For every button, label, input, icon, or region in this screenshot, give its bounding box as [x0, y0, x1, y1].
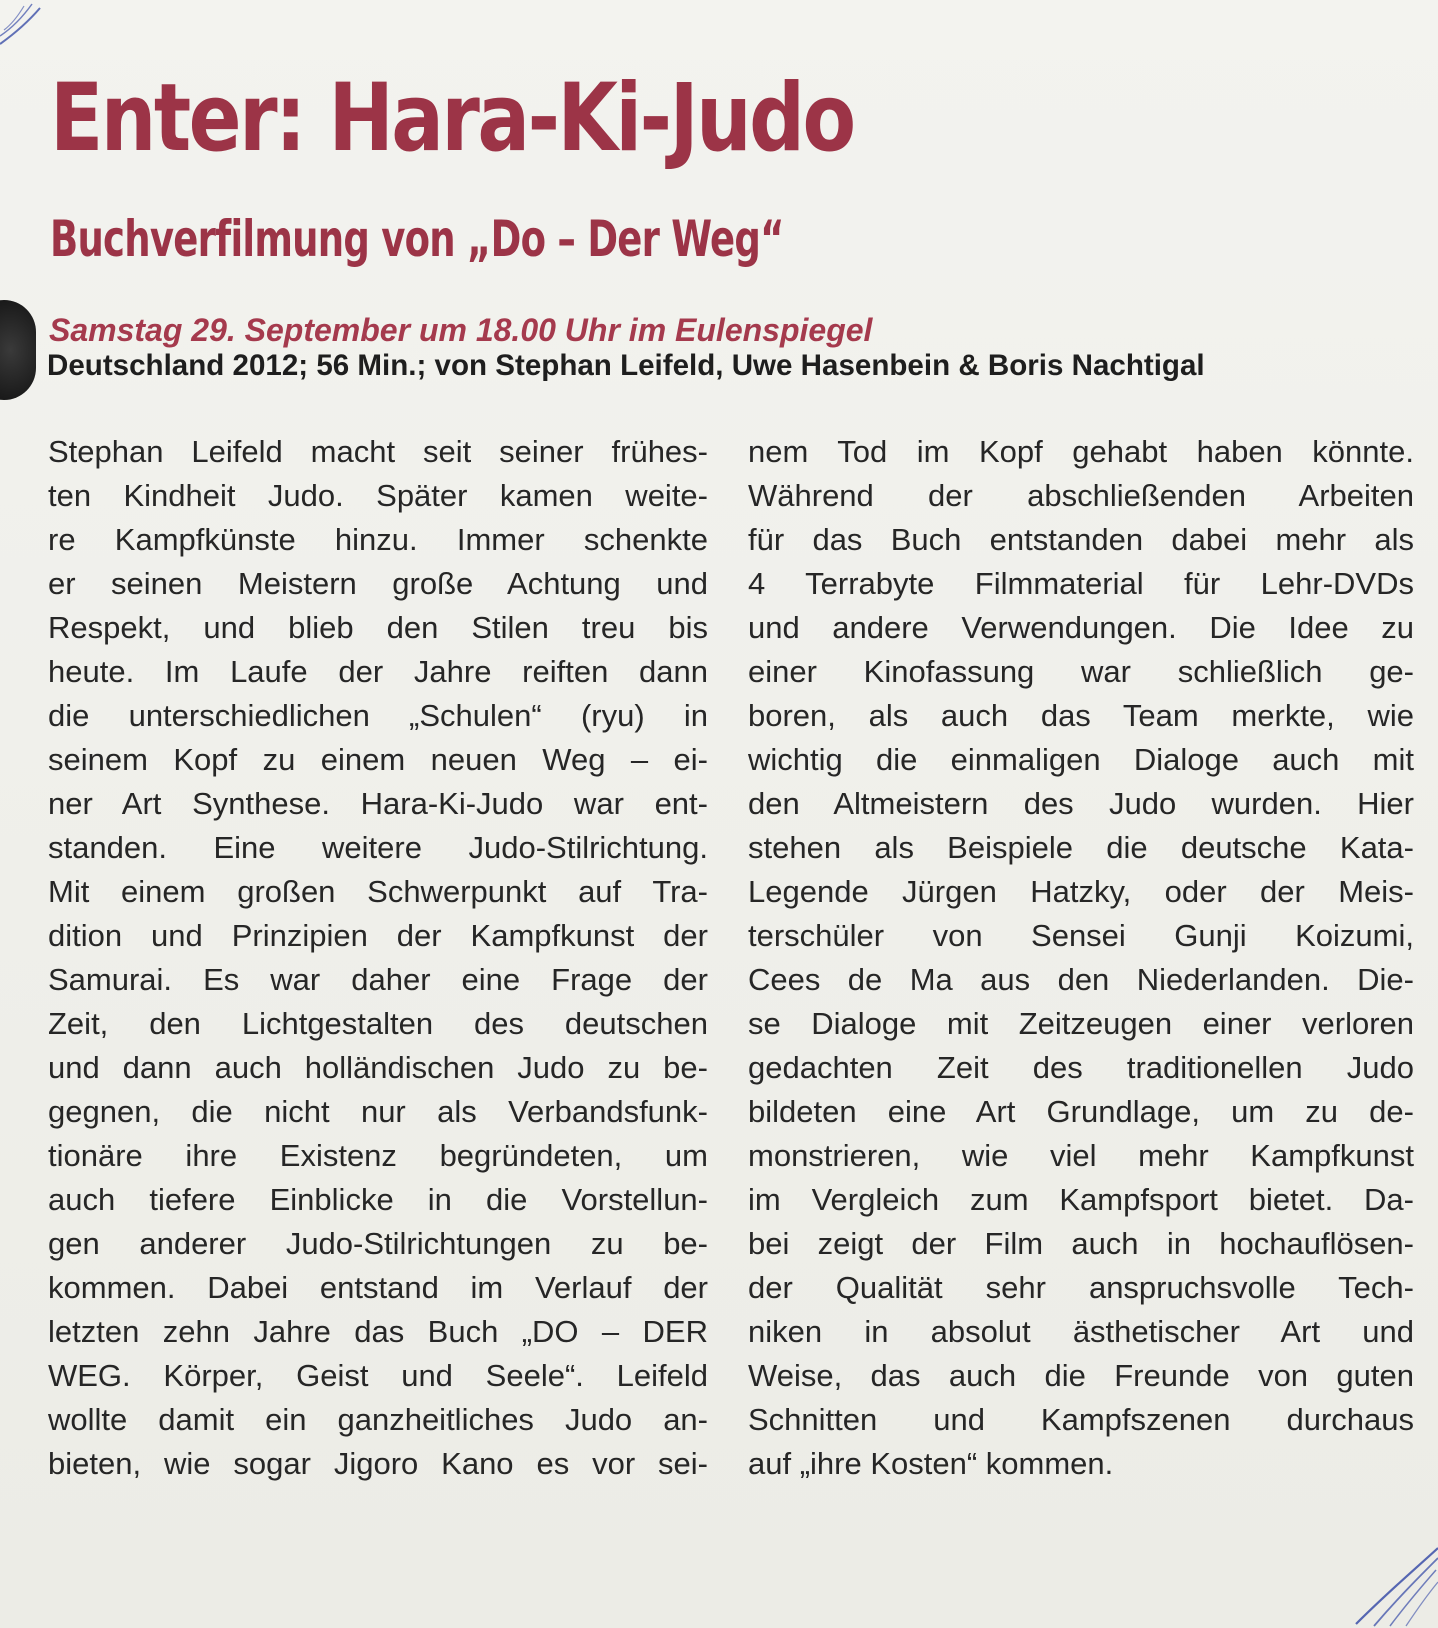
body-text-line: tionäre ihre Existenz begründeten, um — [48, 1138, 708, 1173]
body-text-line: Schnitten und Kampfszenen durchaus — [748, 1402, 1414, 1437]
body-text-line: gen anderer Judo-Stilrichtungen zu be- — [48, 1226, 708, 1261]
body-text-line: WEG. Körper, Geist und Seele“. Leifeld — [48, 1358, 708, 1393]
body-text-line: heute. Im Laufe der Jahre reiften dann — [48, 654, 708, 689]
body-text-line: seinem Kopf zu einem neuen Weg – ei- — [48, 742, 708, 777]
body-text-line: Samurai. Es war daher eine Frage der — [48, 962, 708, 997]
body-text-line: niken in absolut ästhetischer Art und — [748, 1314, 1414, 1349]
body-text-line: standen. Eine weitere Judo-Stilrichtung. — [48, 830, 708, 865]
body-text-line: bei zeigt der Film auch in hochauflösen- — [748, 1226, 1414, 1261]
article-body-right-column — [748, 430, 1414, 1486]
event-datetime: Samstag 29. September um 18.00 Uhr im Eulenspiegel — [49, 312, 873, 348]
body-text-line: Stephan Leifeld macht seit seiner frühes- — [48, 434, 708, 469]
binder-hole-mark — [0, 300, 36, 400]
body-text-line: er seinen Meistern große Achtung und — [48, 566, 708, 601]
body-text-line: kommen. Dabei entstand im Verlauf der — [48, 1270, 708, 1305]
body-text-line: auch tiefere Einblicke in die Vorstellun- — [48, 1182, 708, 1217]
body-text-line: dition und Prinzipien der Kampfkunst der — [48, 918, 708, 953]
body-text-line: nem Tod im Kopf gehabt haben könnte. — [748, 434, 1414, 469]
body-text-line: wollte damit ein ganzheitliches Judo an- — [48, 1402, 708, 1437]
body-text-line: bieten, wie sogar Jigoro Kano es vor sei- — [48, 1446, 708, 1481]
body-text-line: gedachten Zeit des traditionellen Judo — [748, 1050, 1414, 1085]
body-text-line: Während der abschließenden Arbeiten — [748, 478, 1414, 513]
body-text-line: im Vergleich zum Kampfsport bietet. Da- — [748, 1182, 1414, 1217]
body-text-line: ten Kindheit Judo. Später kamen weite- — [48, 478, 708, 513]
article-title: Enter: Hara-Ki-Judo — [50, 64, 854, 173]
body-text-line: für das Buch entstanden dabei mehr als — [748, 522, 1414, 557]
body-text-line: se Dialoge mit Zeitzeugen einer verloren — [748, 1006, 1414, 1041]
body-text-line: ner Art Synthese. Hara-Ki-Judo war ent- — [48, 786, 708, 821]
body-text-line: 4 Terrabyte Filmmaterial für Lehr-DVDs — [748, 566, 1414, 601]
body-text-line: den Altmeistern des Judo wurden. Hier — [748, 786, 1414, 821]
body-text-line: monstrieren, wie viel mehr Kampfkunst — [748, 1138, 1414, 1173]
film-credits: Deutschland 2012; 56 Min.; von Stephan Leifeld, Uwe Hasenbein & Boris Nachtigal — [47, 349, 1205, 382]
body-text-line: terschüler von Sensei Gunji Koizumi, — [748, 918, 1414, 953]
body-text-line: gegnen, die nicht nur als Verbandsfunk- — [48, 1094, 708, 1129]
body-text-line: re Kampfkünste hinzu. Immer schenkte — [48, 522, 708, 557]
body-text-line: Cees de Ma aus den Niederlanden. Die- — [748, 962, 1414, 997]
body-text-line: Legende Jürgen Hatzky, oder der Meis- — [748, 874, 1414, 909]
body-text-line: und dann auch holländischen Judo zu be- — [48, 1050, 708, 1085]
body-text-line: Weise, das auch die Freunde von guten — [748, 1358, 1414, 1393]
pen-scribble-bottom-right — [1318, 1528, 1438, 1628]
body-text-line: Mit einem großen Schwerpunkt auf Tra- — [48, 874, 708, 909]
body-text-line: wichtig die einmaligen Dialoge auch mit — [748, 742, 1414, 777]
body-text-line: letzten zehn Jahre das Buch „DO – DER — [48, 1314, 708, 1349]
pen-scribble-top-left — [0, 0, 70, 70]
body-text-line: Zeit, den Lichtgestalten des deutschen — [48, 1006, 708, 1041]
body-text-line: stehen als Beispiele die deutsche Kata- — [748, 830, 1414, 865]
body-text-line: der Qualität sehr anspruchsvolle Tech- — [748, 1270, 1414, 1305]
body-text-line: boren, als auch das Team merkte, wie — [748, 698, 1414, 733]
body-text-line: die unterschiedlichen „Schulen“ (ryu) in — [48, 698, 708, 733]
body-text-line: und andere Verwendungen. Die Idee zu — [748, 610, 1414, 645]
body-text-line: einer Kinofassung war schließlich ge- — [748, 654, 1414, 689]
body-text-line: bildeten eine Art Grundlage, um zu de- — [748, 1094, 1414, 1129]
article-subtitle: Buchverfilmung von „Do – Der Weg“ — [50, 210, 784, 268]
body-text-line: Respekt, und blieb den Stilen treu bis — [48, 610, 708, 645]
body-text-line: auf „ihre Kosten“ kommen. — [748, 1446, 1114, 1481]
article-body-left-column — [48, 430, 708, 1486]
